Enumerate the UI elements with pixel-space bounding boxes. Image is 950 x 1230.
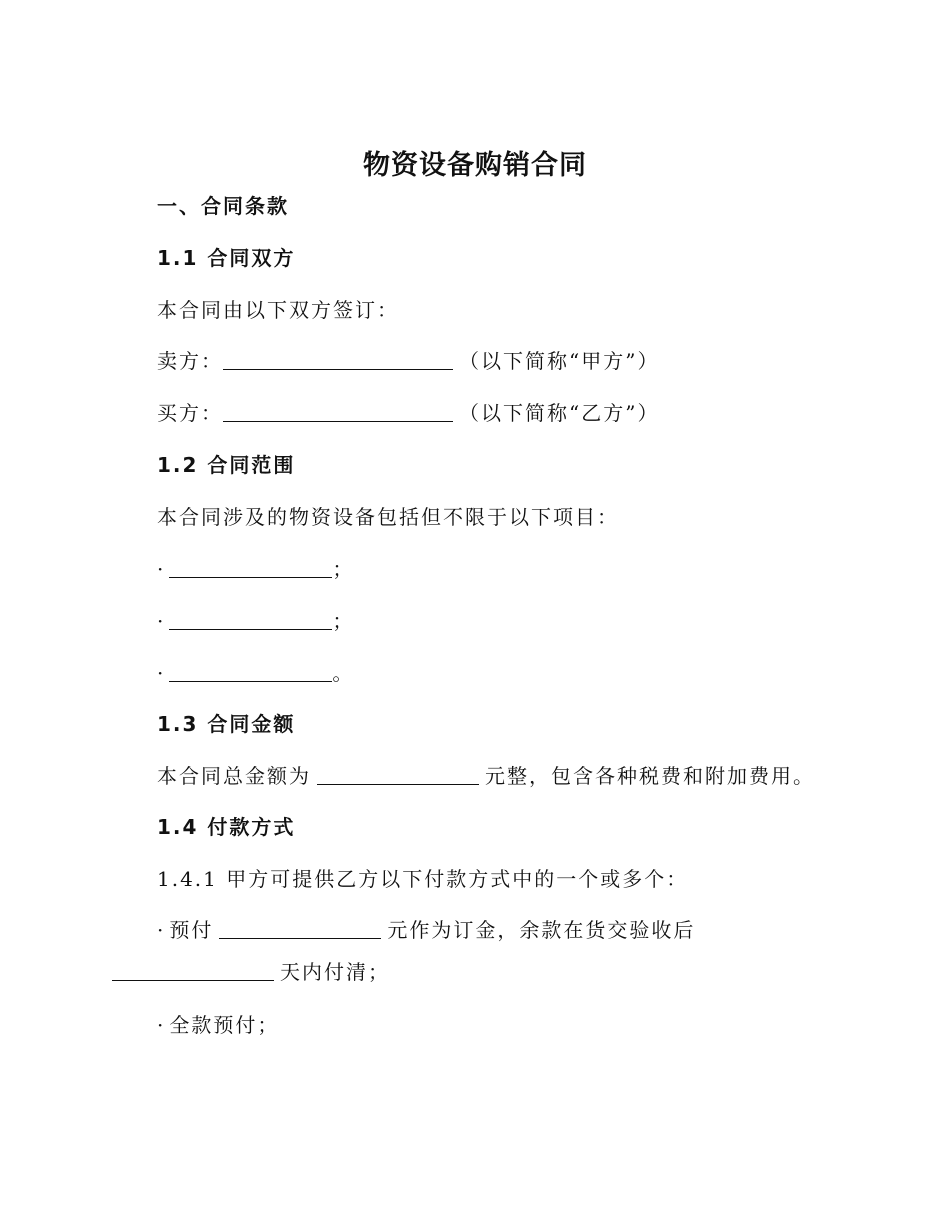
scope-item-2-end: ； [332, 609, 355, 633]
clause-1-4-1-intro: 1.4.1 甲方可提供乙方以下付款方式中的一个或多个： [157, 867, 689, 891]
clause-1-2-intro: 本合同涉及的物资设备包括但不限于以下项目： [157, 505, 619, 529]
clause-1-1-intro: 本合同由以下双方签订： [157, 298, 399, 322]
bullet-dot: · [157, 918, 166, 942]
section-1-heading: 一、合同条款 [157, 194, 289, 218]
amount-blank[interactable] [317, 762, 479, 785]
scope-item-3 [157, 659, 354, 687]
buyer-suffix: （以下简称“乙方”） [459, 401, 660, 425]
page-title: 物资设备购销合同 [363, 150, 587, 181]
bullet-dot: · [157, 609, 166, 633]
payment-option-1 [157, 916, 695, 944]
scope-item-2 [157, 607, 354, 635]
buyer-label: 买方： [157, 401, 223, 425]
scope-item-3-end: 。 [332, 661, 355, 685]
seller-label: 卖方： [157, 349, 223, 373]
seller-suffix: （以下简称“甲方”） [459, 349, 660, 373]
scope-item-1 [157, 555, 354, 583]
option-1-middle: 元作为订金，余款在货交验收后 [387, 918, 696, 942]
clause-1-4-heading: 1.4 付款方式 [157, 815, 296, 839]
payment-option-2 [157, 1011, 279, 1039]
amount-suffix: 元整，包含各种税费和附加费用。 [485, 764, 815, 788]
scope-item-2-blank[interactable] [169, 607, 332, 630]
option-1-prefix: 预付 [169, 918, 214, 942]
clause-1-2-heading: 1.2 合同范围 [157, 453, 296, 477]
amount-prefix: 本合同总金额为 [157, 764, 311, 788]
seller-name-blank[interactable] [223, 347, 453, 370]
seller-line [157, 347, 659, 375]
clause-1-1-heading: 1.1 合同双方 [157, 246, 296, 270]
bullet-dot: · [157, 661, 166, 685]
scope-item-1-end: ； [332, 557, 355, 581]
payment-option-1-continued [112, 958, 390, 986]
deposit-amount-blank[interactable] [219, 916, 381, 939]
option-2-text: 全款预付； [169, 1013, 280, 1037]
clause-1-3-heading: 1.3 合同金额 [157, 712, 296, 736]
buyer-name-blank[interactable] [223, 399, 453, 422]
scope-item-3-blank[interactable] [169, 659, 332, 682]
payment-days-blank[interactable] [112, 958, 274, 981]
scope-item-1-blank[interactable] [169, 555, 332, 578]
contract-amount-line [157, 762, 815, 790]
bullet-dot: · [157, 557, 166, 581]
buyer-line [157, 399, 659, 427]
bullet-dot: · [157, 1013, 166, 1037]
option-1-end: 天内付清； [280, 960, 390, 984]
